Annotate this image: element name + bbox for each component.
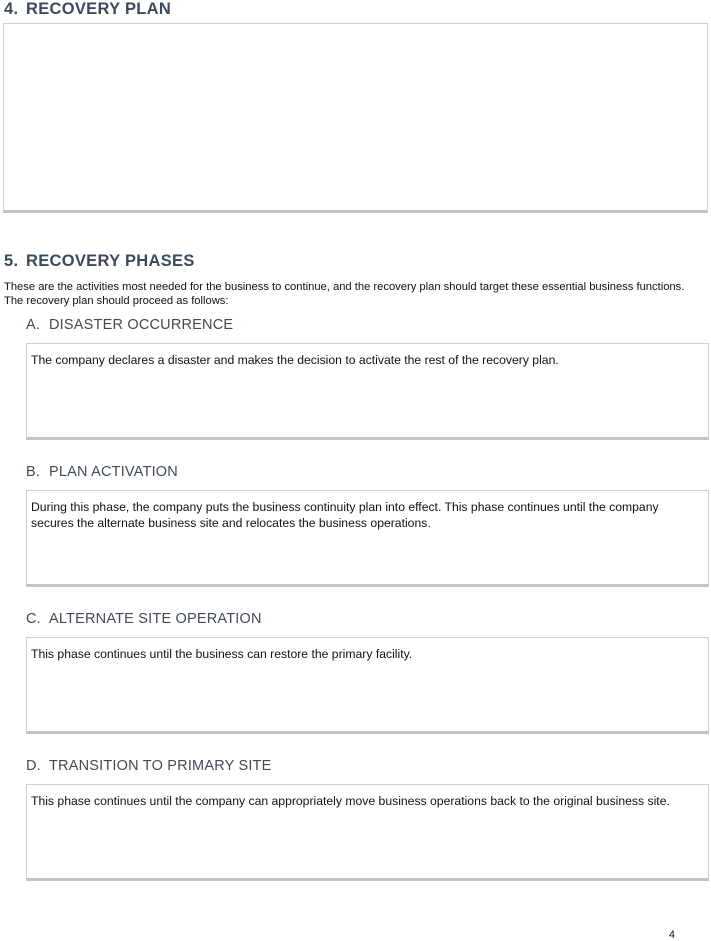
section-heading-recovery-plan [4, 0, 171, 19]
phase-heading-plan-activation [26, 464, 178, 480]
phase-title: ALTERNATE SITE OPERATION [49, 611, 262, 627]
phase-letter: A. [26, 317, 41, 333]
phase-title: DISASTER OCCURRENCE [49, 317, 234, 333]
section-number: 5. [4, 252, 19, 270]
phase-letter: C. [26, 611, 41, 627]
phase-title: PLAN ACTIVATION [49, 464, 178, 480]
phase-box-alternate-site-operation: This phase continues until the business can restore the primary facility. [26, 637, 709, 734]
phase-letter: B. [26, 464, 41, 480]
page-number: 4 [668, 929, 675, 941]
phase-box-plan-activation: During this phase, the company puts the business continuity plan into effect. This phase continues until the company secures the alternate business site and relocates the business operations. [26, 490, 709, 587]
recovery-plan-box [3, 23, 708, 213]
recovery-phases-intro: These are the activities most needed for the business to continue, and the recovery plan should target these essential business functions. The recovery plan should proceed as follows: [4, 281, 685, 307]
section-title: RECOVERY PLAN [26, 0, 172, 18]
phase-title: TRANSITION TO PRIMARY SITE [49, 758, 272, 774]
phase-box-transition-to-primary-site: This phase continues until the company can appropriately move business operations back to the original business site. [26, 784, 709, 881]
phase-heading-disaster-occurrence [26, 317, 233, 333]
section-heading-recovery-phases [4, 252, 195, 271]
phase-heading-transition-to-primary-site [26, 758, 271, 774]
phase-box-disaster-occurrence: The company declares a disaster and makes the decision to activate the rest of the recovery plan. [26, 343, 709, 440]
phase-heading-alternate-site-operation [26, 611, 262, 627]
phase-letter: D. [26, 758, 41, 774]
section-title: RECOVERY PHASES [26, 252, 195, 270]
section-number: 4. [4, 0, 19, 18]
